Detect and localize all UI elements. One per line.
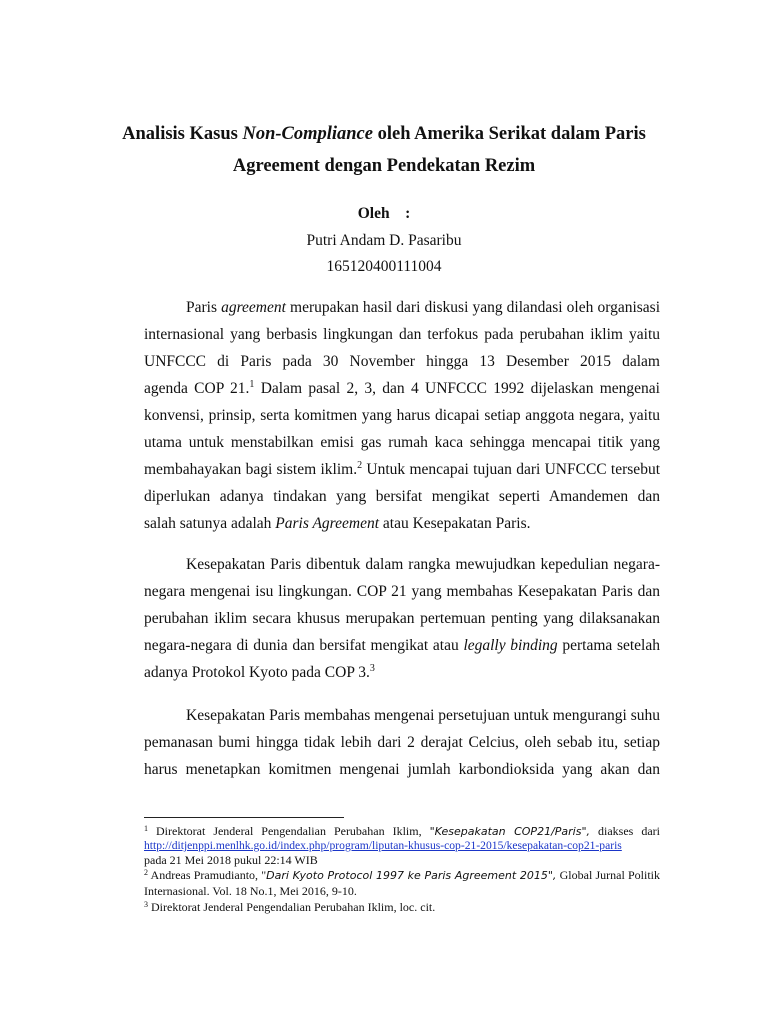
footnote-separator — [144, 817, 344, 818]
paragraph-3-line: pemanasan bumi hingga tidak lebih dari 2 derajat Celcius, oleh sebab itu, setiap — [144, 734, 660, 751]
paragraph-1-line: konvensi, prinsip, serta komitmen yang harus dicapai setiap anggota negara, yaitu — [144, 407, 660, 424]
title-line-1 — [0, 124, 768, 145]
text-run: negara-negara di dunia dan bersifat mengikat atau — [144, 637, 464, 654]
paragraph-1-line — [186, 298, 660, 318]
paragraph-2-line — [144, 663, 660, 683]
paragraph-1-line — [144, 514, 660, 534]
footnote-ref[interactable]: 3 — [369, 663, 375, 674]
text-run: pertama setelah — [557, 637, 660, 654]
paragraph-2-line: negara mengenai isu lingkungan. COP 21 yang membahas Kesepakatan Paris dan — [144, 583, 660, 600]
footnote-number: 3 — [144, 900, 148, 909]
paragraph-2-line — [144, 636, 660, 656]
italic-run: "Kesepakatan COP21/Paris", — [429, 825, 591, 838]
student-id: 165120400111004 — [326, 258, 442, 275]
footnote-3-line — [144, 900, 660, 914]
source-link[interactable]: http://ditjenppi.menlhk.go.id/index.php/program/liputan-khusus-cop-21-2015/kesepakatan-cop21-paris — [144, 839, 622, 852]
paragraph-3-line: Kesepakatan Paris membahas mengenai persetujuan untuk mengurangi suhu — [186, 707, 660, 724]
byline-oleh: Oleh : — [357, 205, 411, 222]
text-run: Andreas Pramudianto, " — [148, 868, 267, 882]
text-run: atau Kesepakatan Paris. — [379, 515, 531, 532]
text-run: adanya Protokol Kyoto pada COP 3. — [144, 664, 370, 681]
text-run: diakses dari — [590, 824, 660, 838]
text-run: Untuk mencapai tujuan dari UNFCCC tersebut — [362, 461, 660, 478]
text-run: Direktorat Jenderal Pengendalian Perubahan Iklim, — [148, 824, 430, 838]
italic-run: agreement — [221, 299, 286, 316]
paragraph-1-line: UNFCCC di Paris pada 30 November hingga 13 Desember 2015 dalam — [144, 353, 660, 370]
footnote-number: 1 — [144, 824, 148, 833]
italic-run: Dari Kyoto Protocol 1997 ke Paris Agreement 2015", — [266, 869, 557, 882]
text-run: agenda COP 21. — [144, 380, 250, 397]
paragraph-1-line — [144, 460, 660, 480]
italic-run: Paris Agreement — [275, 515, 380, 532]
title-italic-text: Non-Compliance — [242, 124, 373, 144]
footnote-2-line — [144, 868, 660, 882]
title-text: Analisis Kasus — [122, 124, 243, 144]
paragraph-3-line: harus menetapkan komitmen mengenai jumlah karbondioksida yang akan dan — [144, 761, 660, 778]
footnote-1-line — [144, 824, 660, 838]
paragraph-2-line: Kesepakatan Paris dibentuk dalam rangka mewujudkan kepedulian negara- — [186, 556, 660, 573]
footnote-1-link-line — [144, 839, 660, 853]
paragraph-1-line — [144, 379, 660, 399]
paragraph-1-line: utama untuk menstabilkan emisi gas rumah kaca sehingga mencapai titik yang — [144, 434, 660, 451]
title-line-2: Agreement dengan Pendekatan Rezim — [232, 156, 536, 176]
italic-run: legally binding — [463, 637, 558, 654]
text-run: Direktorat Jenderal Pengendalian Perubahan Iklim, loc. cit. — [148, 900, 436, 914]
paragraph-1-line: diperlukan adanya tindakan yang bersifat mengikat seperti Amandemen dan — [144, 488, 660, 505]
footnote-2-line: Internasional. Vol. 18 No.1, Mei 2016, 9-10. — [144, 884, 357, 898]
footnote-1-line: pada 21 Mei 2018 pukul 22:14 WIB — [144, 853, 318, 867]
text-run: membahayakan bagi sistem iklim. — [144, 461, 358, 478]
footnote-number: 2 — [144, 868, 148, 877]
footnote-ref[interactable]: 1 — [249, 379, 255, 390]
text-run: Paris — [186, 299, 222, 316]
text-run: merupakan hasil dari diskusi yang dilandasi oleh organisasi — [285, 299, 660, 316]
text-run: Dalam pasal 2, 3, dan 4 UNFCCC 1992 dijelaskan mengenai — [260, 380, 660, 397]
author-name: Putri Andam D. Pasaribu — [306, 232, 462, 249]
title-text: oleh Amerika Serikat dalam Paris — [372, 124, 646, 144]
paragraph-1-line: internasional yang berbasis lingkungan dan terfokus pada perubahan iklim yaitu — [144, 326, 660, 343]
footnote-ref[interactable]: 2 — [357, 460, 363, 471]
paragraph-2-line: perubahan iklim secara khusus merupakan pertemuan penting yang dilaksanakan — [144, 610, 660, 627]
text-run: Global Jurnal Politik — [556, 868, 660, 882]
text-run: salah satunya adalah — [144, 515, 276, 532]
